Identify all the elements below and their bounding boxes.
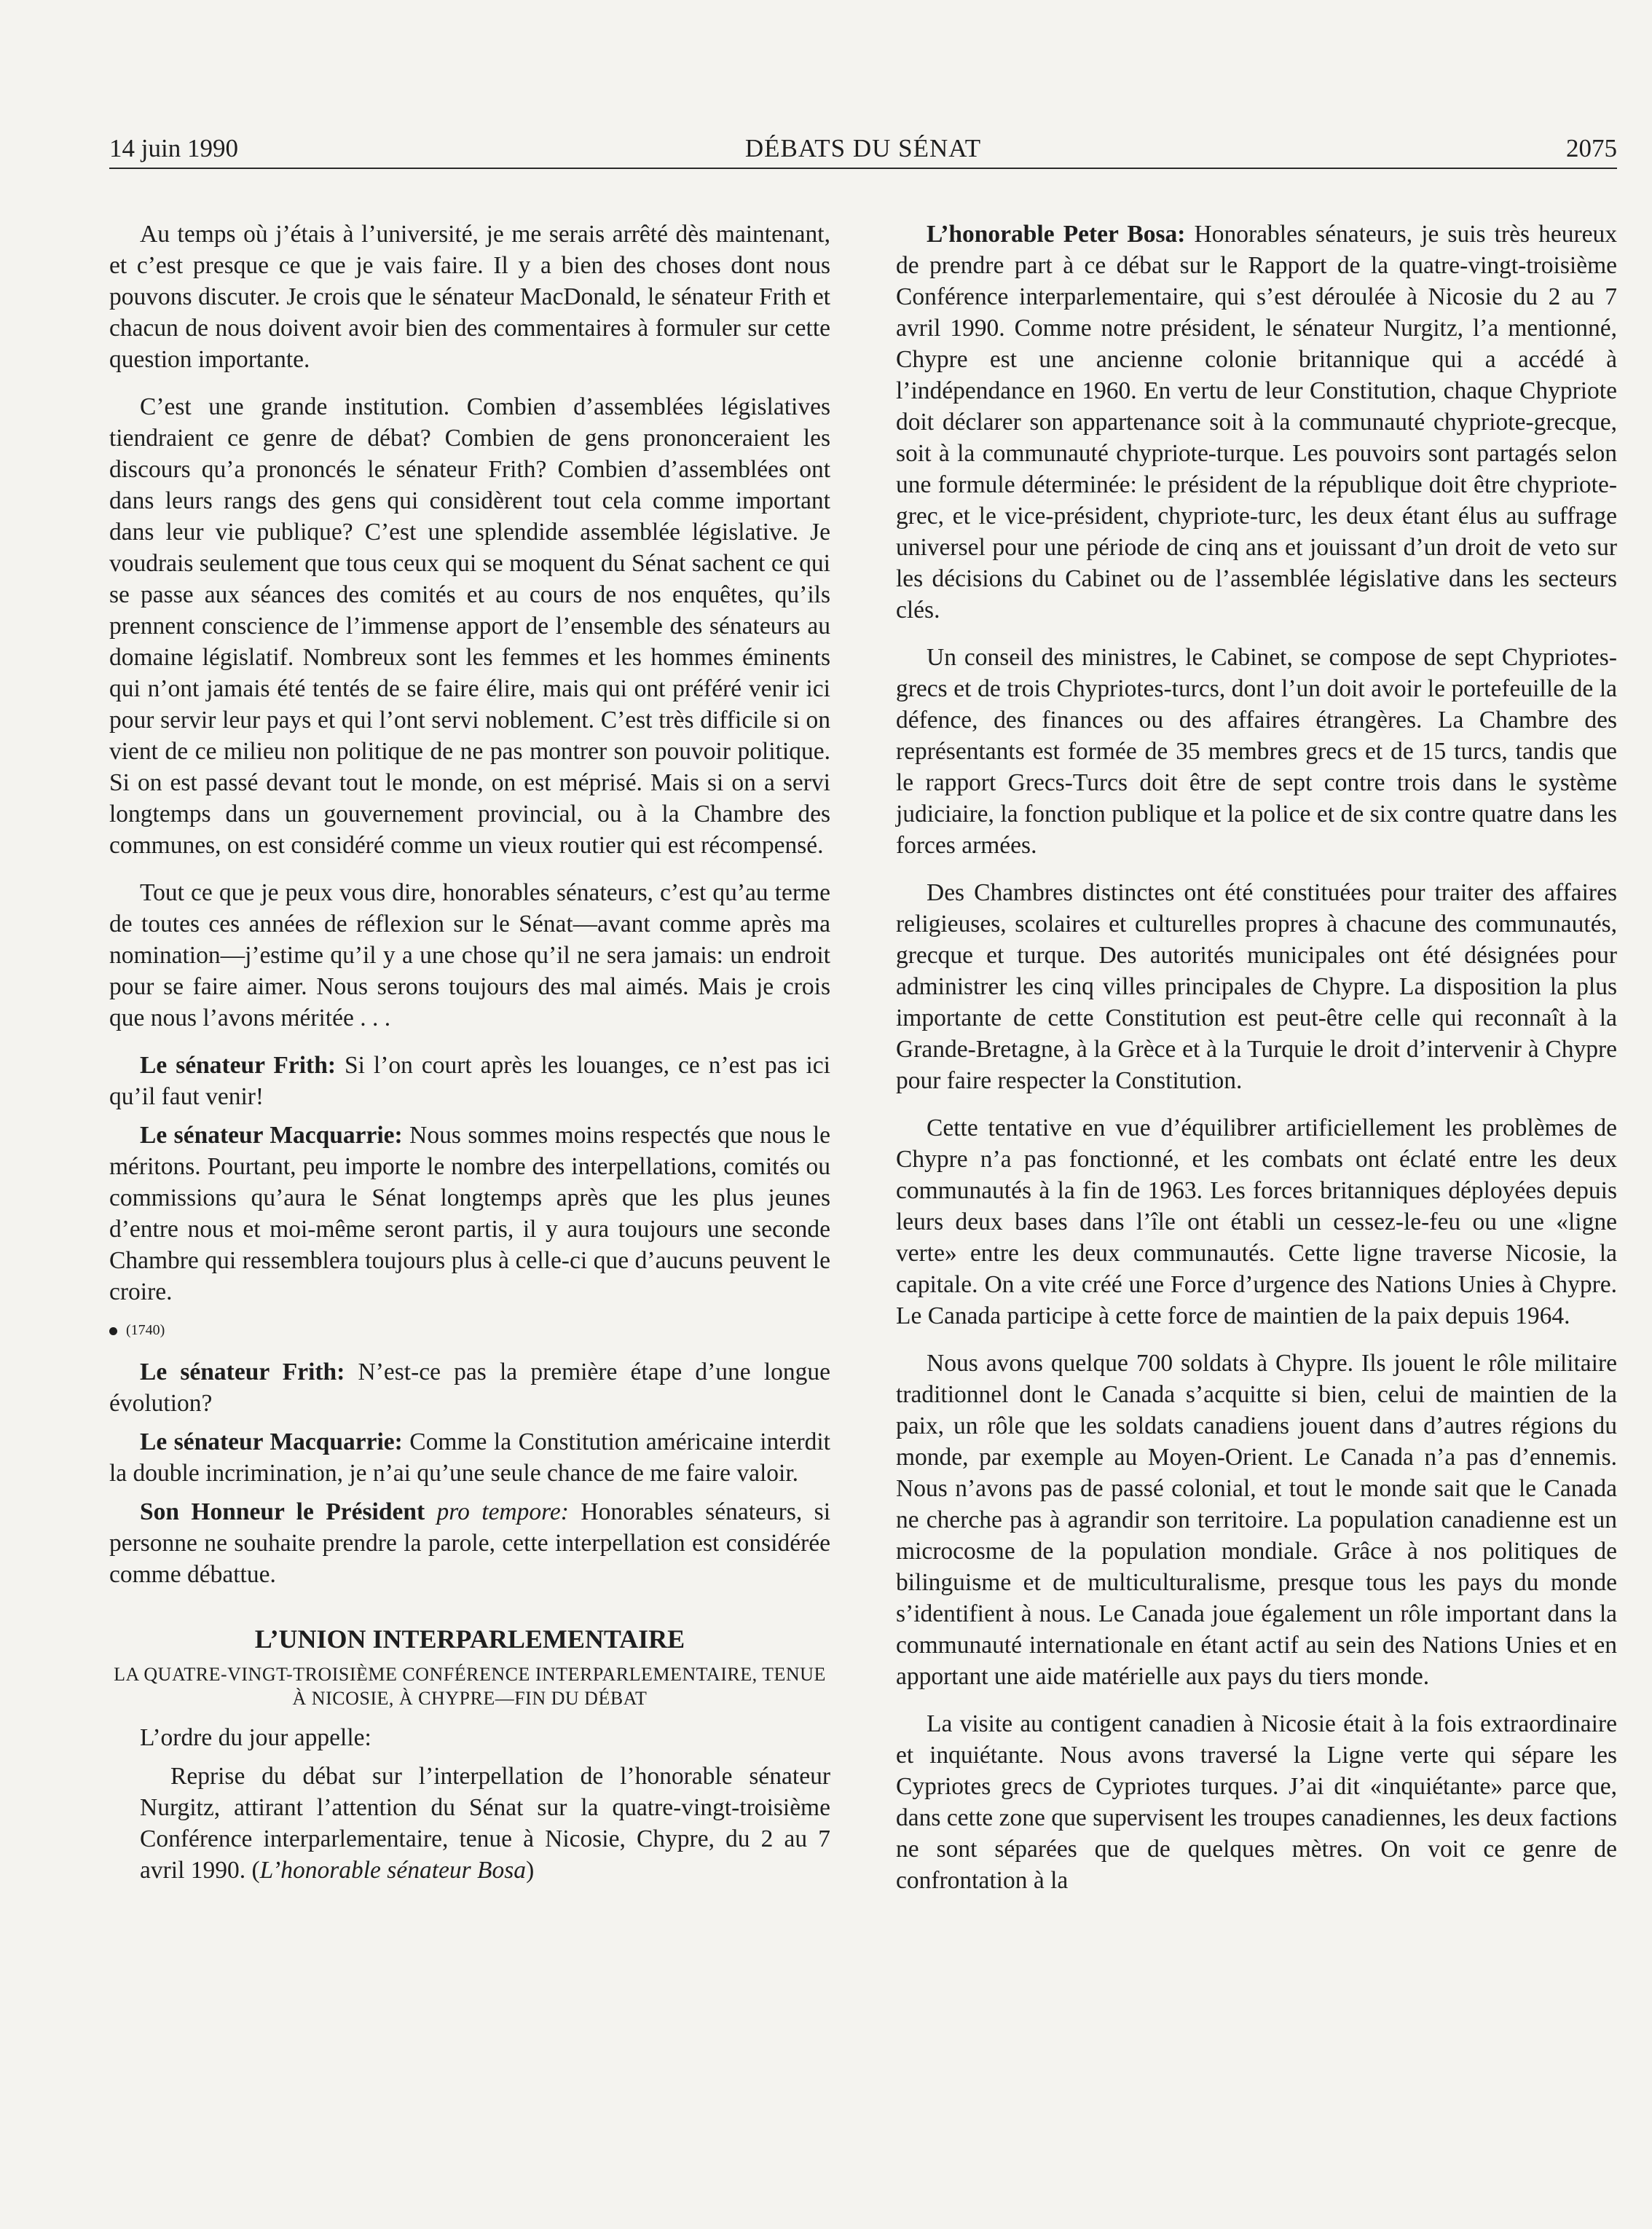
- speech-macquarrie-2: [109, 1426, 830, 1489]
- speech-text: N’est-ce pas la première étape d’une longue évolution?: [109, 1359, 830, 1417]
- order-of-day: L’ordre du jour appelle:: [140, 1724, 371, 1751]
- header-title: DÉBATS DU SÉNAT: [744, 134, 982, 162]
- speech-frith: [109, 1050, 830, 1112]
- speech-text: Comme la Constitution américaine interdit la double incrimination, je n’ai qu’une seule chance de me faire valoir.: [109, 1428, 830, 1487]
- speaker-qualifier: pro tempore:: [425, 1498, 569, 1525]
- speech-text: Nous sommes moins respectés que nous le méritons. Pourtant, peu importe le nombre des interpellations, comités ou commissions qu’aura le Sénat longtemps après que les plus jeunes d’entre nous et moi-même seront partis, il y aura toujours une seconde Chambre qui ressemblera toujours plus à celle-ci que d’aucuns peuvent le croire.: [109, 1122, 830, 1305]
- paragraph: La visite au contigent canadien à Nicosie était à la fois extraordinaire et inquiétante. Nous avons traversé la Ligne verte qui sépare les Cypriotes grecs de Cypriotes turques. J’ai dit «inquiétante» parce que, dans cette zone que supervisent les troupes canadiennes, les deux factions ne sont séparées que de quelques mètres. On voit ce genre de confrontation à la: [896, 1710, 1617, 1894]
- section-subtitle: LA QUATRE-VINGT-TROISIÈME CONFÉRENCE INTERPARLEMENTAIRE, TENUE À NICOSIE, À CHYPRE—FIN DU DÉBAT: [114, 1664, 826, 1709]
- order-item-text: Reprise du débat sur l’interpellation de l’honorable sénateur Nurgitz, attirant l’attention du Sénat sur la quatre-vingt-troisième Conférence interparlementaire, tenue à Nicosie, Chypre, du 2 au 7 avril 1990. (: [140, 1763, 830, 1884]
- page-number: 2075: [1566, 134, 1617, 162]
- paragraph: Des Chambres distinctes ont été constituées pour traiter des affaires religieuses, scolaires et culturelles propres à chacune des communautés, grecque et turque. Des autorités municipales ont été désignées pour administrer les cinq villes principales de Chypre. La disposition la plus importante de cette Constitution est peut-être celle qui reconnaît à la Grande-Bretagne, à la Grèce et à la Turquie le droit d’intervenir à Chypre pour faire respecter la Constitution.: [896, 879, 1617, 1094]
- paragraph: Tout ce que je peux vous dire, honorables sénateurs, c’est qu’au terme de toutes ces années de réflexion sur le Sénat—avant comme après ma nomination—j’estime qu’il y a une chose qu’il ne sera jamais: un endroit pour se faire aimer. Nous serons toujours des mal aimés. Mais je crois que nous l’avons méritée . . .: [109, 879, 830, 1031]
- header-date: 14 juin 1990: [109, 134, 238, 162]
- speech-macquarrie: [109, 1120, 830, 1308]
- paragraph: Un conseil des ministres, le Cabinet, se compose de sept Chypriotes-grecs et de trois Chypriotes-turcs, dont l’un doit avoir le portefeuille de la défence, des finances ou des affaires étrangères. La Chambre des représentants est formée de 35 membres grecs et de 15 turcs, tandis que le rapport Grecs-Turcs doit être de sept contre trois dans le système judiciaire, la fonction publique et la police et de six contre quatre dans les forces armées.: [896, 644, 1617, 859]
- speech-text: Si l’on court après les louanges, ce n’est pas ici qu’il faut venir!: [109, 1052, 830, 1110]
- right-column: [896, 219, 1617, 1912]
- left-column: [109, 219, 830, 1902]
- speech-frith-2: [109, 1356, 830, 1419]
- paragraph: Cette tentative en vue d’équilibrer artificiellement les problèmes de Chypre n’a pas fonctionné, et les combats ont éclaté entre les deux communautés à la fin de 1963. Les forces britanniques déployées depuis leurs deux bases dans l’île ont établi un cessez-le-feu ou une «ligne verte» entre les deux communautés. Cette ligne traverse Nicosie, la capitale. On a vite créé une Force d’urgence des Nations Unies à Chypre. Le Canada participe à cette force de maintien de la paix depuis 1964.: [896, 1114, 1617, 1329]
- time-marker-text: (1740): [126, 1322, 165, 1338]
- time-marker: [109, 1315, 830, 1346]
- order-item-sponsor: L’honorable sénateur Bosa: [259, 1857, 527, 1884]
- paragraph: C’est une grande institution. Combien d’assemblées législatives tiendraient ce genre de débat? Combien de gens prononceraient les discours qu’a prononcés le sénateur Frith? Combien d’assemblées ont dans leurs rangs des gens qui considèrent tout cela comme important dans leur vie publique? C’est une splendide assemblée législative. Je voudrais seulement que tous ceux qui se moquent du Sénat sachent ce qui se passe aux séances des comités et au cours de nos enquêtes, qu’ils prennent conscience de l’immense apport de l’ensemble des sénateurs au domaine législatif. Nombreux sont les femmes et les hommes éminents qui n’ont jamais été tentés de se faire élire, mais qui ont préféré venir ici pour servir leur pays et qui l’ont servi noblement. C’est très difficile si on vient de ce milieu non politique de ne pas montrer son pouvoir politique. Si on est passé devant tout le monde, on est méprisé. Mais si on a servi longtemps dans un gouvernement provincial, ou à la Chambre des communes, on est considéré comme un vieux routier qui est récompensé.: [109, 393, 830, 859]
- speaker-name: Le sénateur Macquarrie:: [140, 1428, 403, 1455]
- speaker-name: Le sénateur Frith:: [140, 1359, 345, 1385]
- paragraph: Au temps où j’étais à l’université, je me serais arrêté dès maintenant, et c’est presque ce que je vais faire. Il y a bien des choses dont nous pouvons discuter. Je crois que le sénateur MacDonald, le sénateur Frith et chacun de nous doivent avoir bien des commentaires à formuler sur cette question importante.: [109, 221, 830, 373]
- paragraph: Nous avons quelque 700 soldats à Chypre. Ils jouent le rôle militaire traditionnel dont le Canada s’acquitte si bien, celui de maintien de la paix, un rôle que les soldats canadiens jouent dans d’autres régions du monde, par exemple au Moyen-Orient. Le Canada n’a pas d’ennemis. Nous n’avons pas de passé colonial, et tout le monde sait que le Canada ne cherche pas à agrandir son territoire. La population canadienne est un microcosme de la population mondiale. Grâce à nos politiques de bilinguisme et de multiculturalisme, presque tous les pays du monde s’identifient à nous. Le Canada joue également un rôle important dans la communauté internationale en étant actif au sein des Nations Unies et en apportant une aide matérielle aux pays du tiers monde.: [896, 1350, 1617, 1690]
- order-item-close: ): [526, 1857, 535, 1884]
- speaker-name: Son Honneur le Président: [140, 1498, 425, 1525]
- bullet-icon: [109, 1327, 117, 1335]
- speaker-name: Le sénateur Frith:: [140, 1052, 336, 1079]
- speech-text: Honorables sénateurs, si personne ne souhaite prendre la parole, cette interpellation est considérée comme débattue.: [109, 1498, 831, 1588]
- speech-text: Honorables sénateurs, je suis très heureux de prendre part à ce débat sur le Rapport de la quatre-vingt-troisième Conférence interparlementaire, qui s’est déroulée à Nicosie du 2 au 7 avril 1990. Comme notre président, le sénateur Nurgitz, l’a mentionné, Chypre est une ancienne colonie britannique qui a accédé à l’indépendance en 1960. En vertu de leur Constitution, chaque Chypriote doit déclarer son appartenance soit à la communauté chypriote-grecque, soit à la communauté chypriote-turque. Les pouvoirs sont partagés selon une formule déterminée: le président de la république doit être chypriote-grec, et le vice-président, chypriote-turc, les deux étant élus au suffrage universel pour une période de cinq ans et jouissant d’un droit de veto sur les décisions du Cabinet ou de l’assemblée législative dans les secteurs clés.: [896, 221, 1617, 624]
- speaker-name: L’honorable Peter Bosa:: [927, 221, 1186, 248]
- section-title: L’UNION INTERPARLEMENTAIRE: [254, 1624, 685, 1654]
- speech-president: [109, 1496, 830, 1590]
- speaker-name: Le sénateur Macquarrie:: [140, 1122, 403, 1149]
- speech-bosa: [896, 219, 1617, 626]
- order-item: [140, 1761, 830, 1886]
- page-header: [109, 130, 1617, 169]
